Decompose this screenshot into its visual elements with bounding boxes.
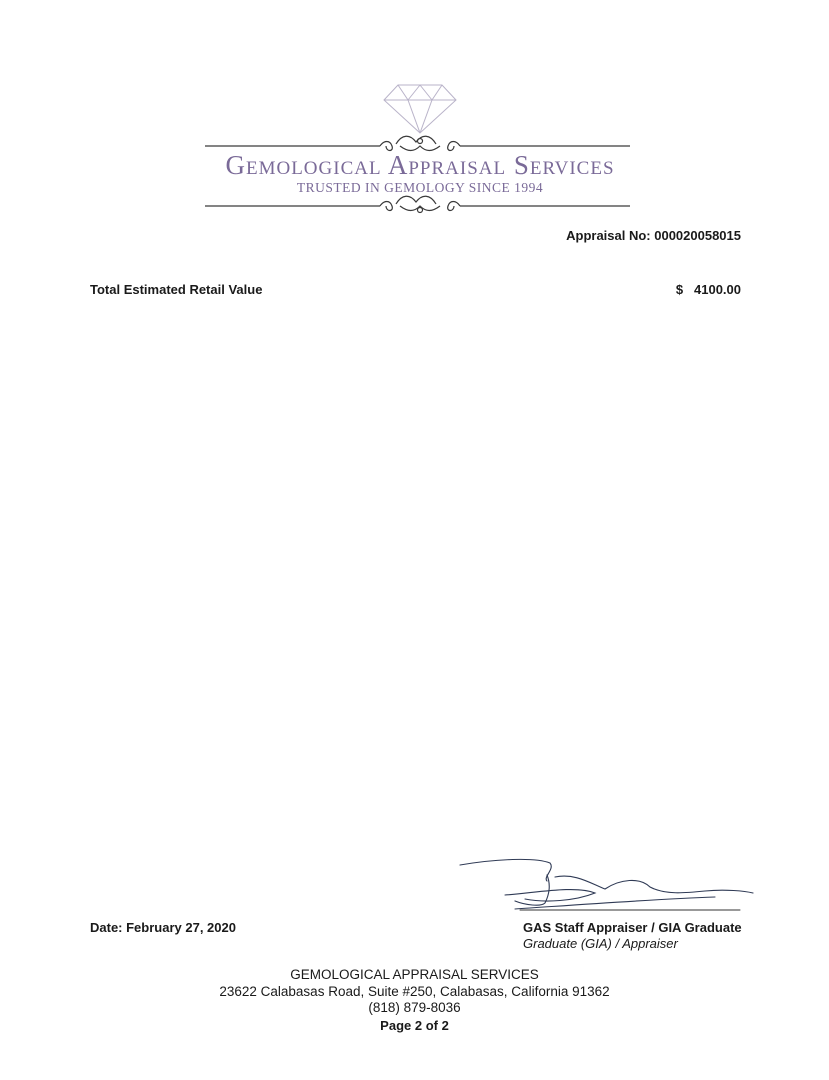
logo-tagline: TRUSTED IN GEMOLOGY SINCE 1994 bbox=[296, 180, 544, 195]
page-number: Page 2 of 2 bbox=[380, 1018, 449, 1033]
appraisal-date: Date: February 27, 2020 bbox=[90, 920, 236, 935]
footer-company: GEMOLOGICAL APPRAISAL SERVICES bbox=[290, 967, 539, 982]
appraiser-subtitle: Graduate (GIA) / Appraiser bbox=[523, 936, 678, 951]
top-ornament bbox=[205, 136, 630, 150]
appraiser-title: GAS Staff Appraiser / GIA Graduate bbox=[523, 920, 742, 935]
appraisal-number: Appraisal No: 000020058015 bbox=[566, 228, 741, 243]
bottom-ornament bbox=[205, 196, 630, 212]
footer-phone: (818) 879-8036 bbox=[368, 1000, 461, 1015]
total-value-label: Total Estimated Retail Value bbox=[90, 282, 263, 297]
appraiser-signature bbox=[455, 855, 760, 915]
total-value bbox=[676, 282, 741, 297]
diamond-icon bbox=[384, 85, 456, 133]
currency-symbol: $ bbox=[675, 282, 684, 297]
footer-address: 23622 Calabasas Road, Suite #250, Calabasas, California 91362 bbox=[219, 984, 610, 999]
total-amount: 4100.00 bbox=[694, 282, 741, 297]
logo-title: Gemological Appraisal Services bbox=[225, 150, 615, 180]
